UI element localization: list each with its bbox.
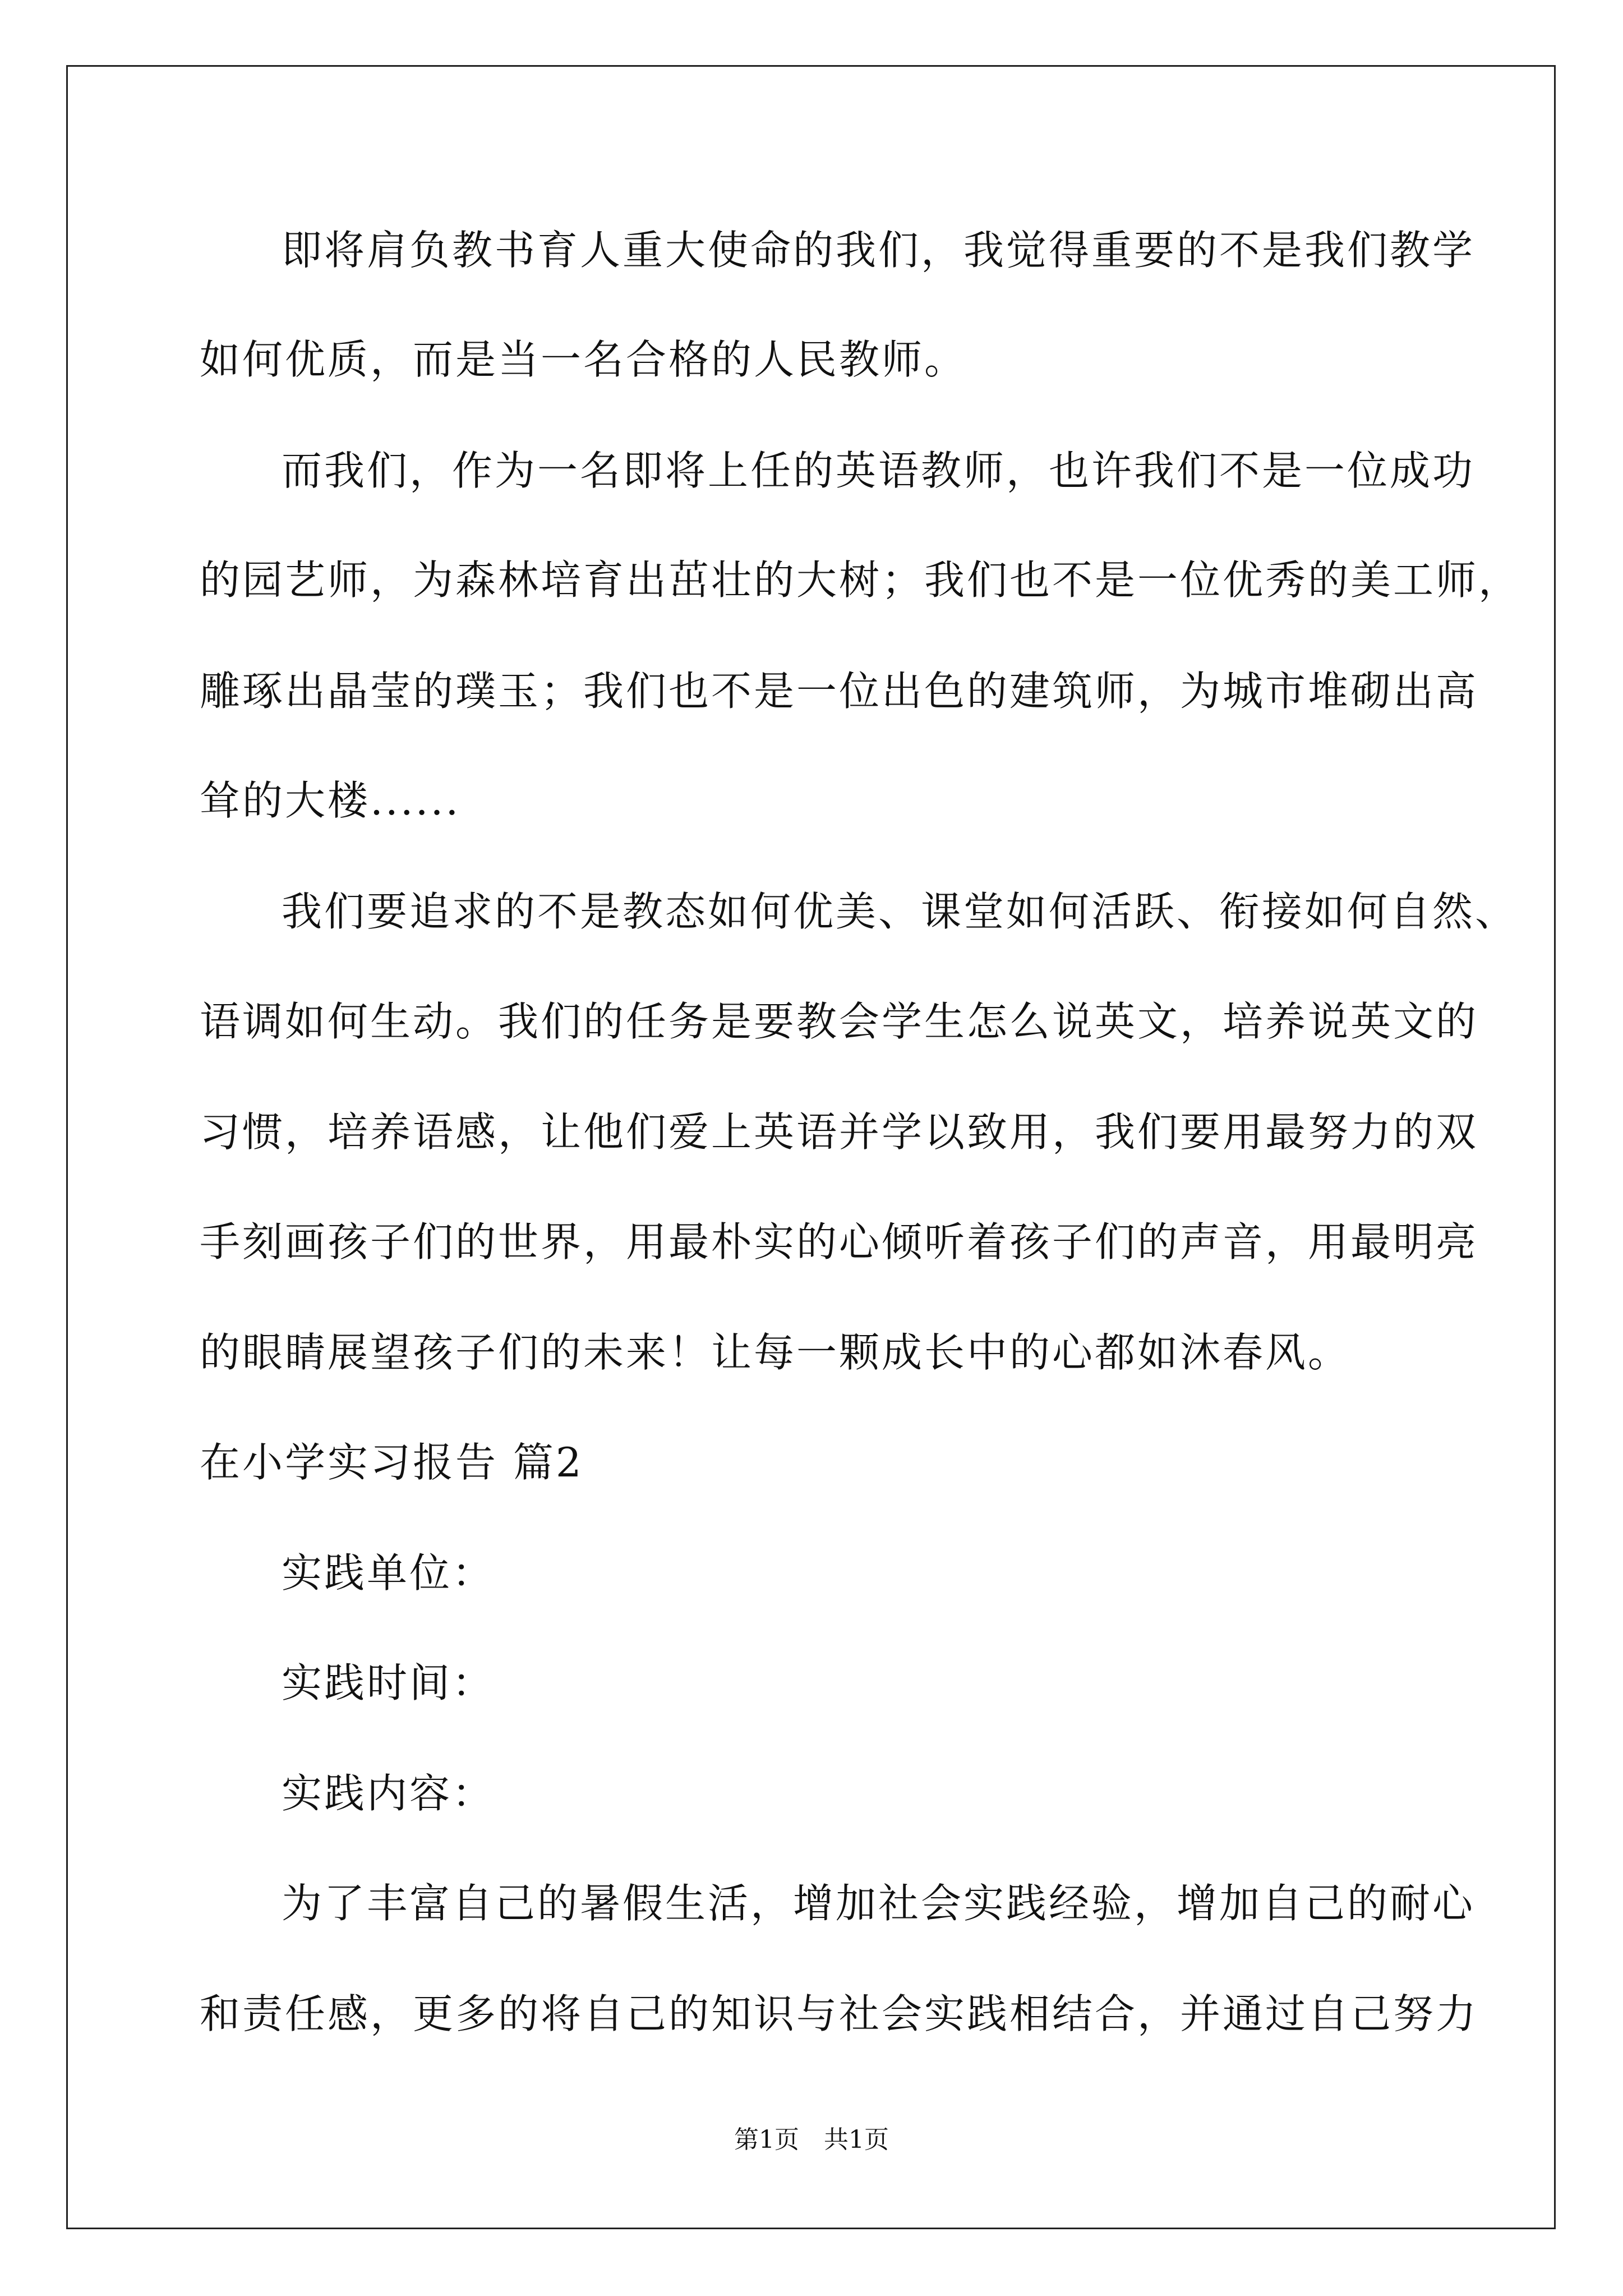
- paragraph-line: 的眼睛展望孩子们的未来！让每一颗成长中的心都如沐春风。: [200, 1329, 1351, 1376]
- paragraph-line: 为了丰富自己的暑假生活，增加社会实践经验，增加自己的耐心: [282, 1880, 1476, 1927]
- page-footer: 第1页 共1页: [734, 2125, 889, 2154]
- paragraph-line: 耸的大楼......: [200, 777, 461, 824]
- section-heading: 在小学实习报告 篇2: [200, 1439, 584, 1486]
- field-label-unit: 实践单位：: [282, 1549, 495, 1596]
- paragraph-line: 雕琢出晶莹的璞玉；我们也不是一位出色的建筑师，为城市堆砌出高: [200, 668, 1479, 715]
- paragraph-line: 语调如何生动。我们的任务是要教会学生怎么说英文，培养说英文的: [200, 998, 1479, 1045]
- field-label-content: 实践内容：: [282, 1770, 495, 1817]
- paragraph-line: 习惯，培养语感，让他们爱上英语并学以致用，我们要用最努力的双: [200, 1108, 1479, 1156]
- paragraph-line: 的园艺师，为森林培育出茁壮的大树；我们也不是一位优秀的美工师，: [200, 556, 1521, 604]
- paragraph-line: 如何优质，而是当一名合格的人民教师。: [200, 336, 967, 383]
- field-label-time: 实践时间：: [282, 1659, 495, 1706]
- paragraph-line: 和责任感，更多的将自己的知识与社会实践相结合，并通过自己努力: [200, 1990, 1479, 2037]
- paragraph-line: 即将肩负教书育人重大使命的我们，我觉得重要的不是我们教学: [282, 227, 1476, 274]
- paragraph-line: 我们要追求的不是教态如何优美、课堂如何活跃、衔接如何自然、: [282, 888, 1518, 935]
- paragraph-line: 手刻画孩子们的世界，用最朴实的心倾听着孩子们的声音，用最明亮: [200, 1218, 1479, 1266]
- paragraph-line: 而我们，作为一名即将上任的英语教师，也许我们不是一位成功: [282, 447, 1476, 494]
